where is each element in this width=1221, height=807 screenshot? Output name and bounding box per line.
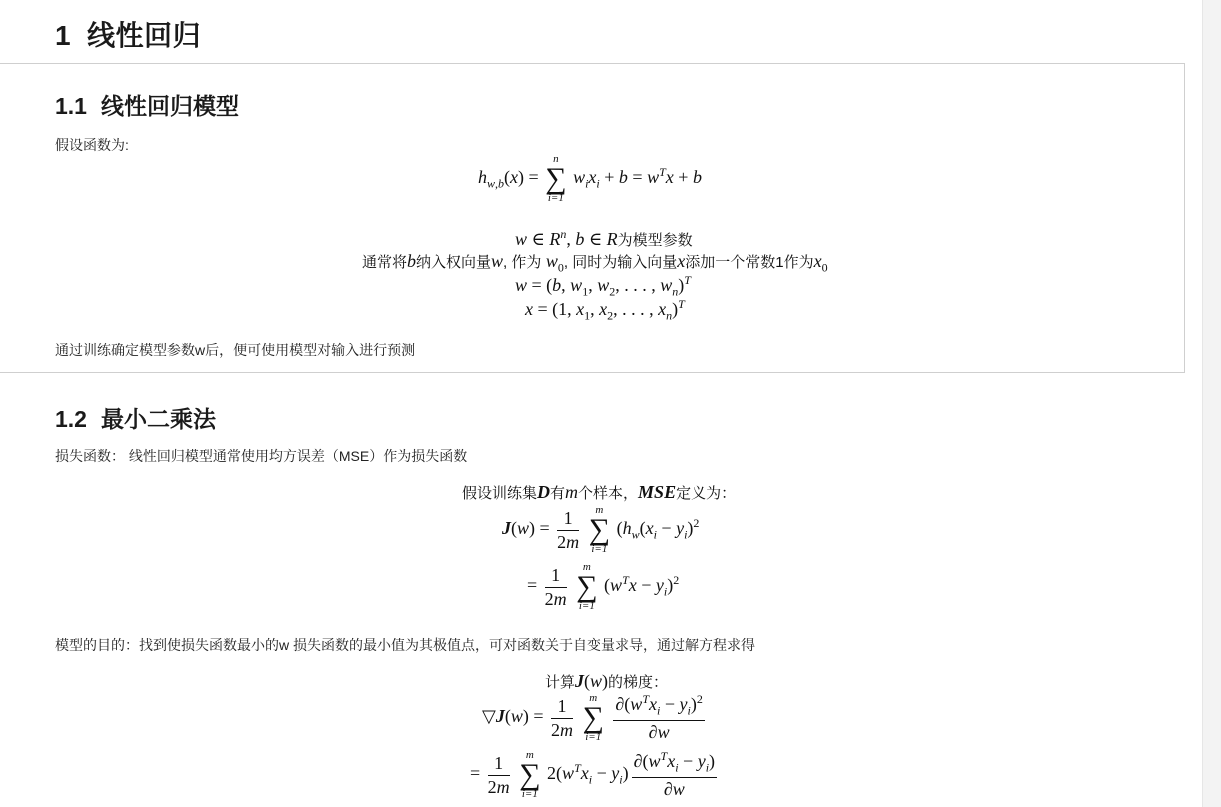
heading-1-2: 1.2 最小二乘法 bbox=[55, 406, 216, 432]
mse-definition-line: 假设训练集D有m个样本，MSE定义为： bbox=[462, 482, 737, 502]
equation-bias-absorb: 通常将b纳入权向量w, 作为 $w_0$, 同时为输入向量x添加一个常数1作为$x_0$ bbox=[362, 251, 828, 275]
section-card-linear-model bbox=[0, 63, 1185, 373]
model-goal-text: 模型的目的：找到使损失函数最小的w 损失函数的最小值为其极值点，可对函数关于自变量求导，通过解方程求得 bbox=[55, 637, 755, 653]
loss-function-text: 损失函数： 线性回归模型通常使用均方误差（MSE）作为损失函数 bbox=[55, 448, 468, 464]
equation-mse-1: J(w) = $\frac{1}{2m}$ m ∑ i=1 ($h_w(x_i - y_i)^2$ bbox=[502, 504, 700, 555]
equation-mse-2: = $\frac{1}{2m}$ m ∑ i=1 $(w^Tx - y_i)^2$ bbox=[527, 561, 680, 612]
hypothesis-intro: 假设函数为: bbox=[55, 137, 129, 153]
heading-1-1: 1.1 线性回归模型 bbox=[55, 93, 239, 119]
training-conclusion: 通过训练确定模型参数w后，便可使用模型对输入进行预测 bbox=[55, 342, 416, 358]
equation-w-vector: w = (b, $w_1$, $w_2$, . . . , $w_n)^T$ bbox=[515, 273, 691, 299]
equation-gradient-1: ▽J(w) = $\frac{1}{2m}$ m ∑ i=1 $\frac{\partial(w^Tx_i - y_i)^2}{\partial w}$ bbox=[482, 692, 703, 743]
equation-x-vector: x = (1, $x_1$, $x_2$, . . . , $x_n)^T$ bbox=[525, 297, 685, 323]
gradient-intro-line: 计算J(w)的梯度： bbox=[545, 671, 669, 691]
equation-gradient-2: = $\frac{1}{2m}$ m ∑ i=1 $2(w^Tx_i - y_i)$ $\frac{\partial(w^Tx_i - y_i)}{\partial w}$ bbox=[470, 749, 716, 800]
heading-1: 1 线性回归 bbox=[55, 20, 202, 51]
equation-hypothesis: $h_{w,b}(x)$ = n ∑ i=1 $w_ix_i + b = w^Tx + b$ bbox=[478, 153, 702, 204]
heading-1-text: 线性回归 bbox=[87, 20, 202, 51]
equation-param-space: w ∈ $R^n$, b ∈ R为模型参数 bbox=[515, 227, 693, 249]
scrollbar-gutter[interactable] bbox=[1202, 0, 1221, 807]
